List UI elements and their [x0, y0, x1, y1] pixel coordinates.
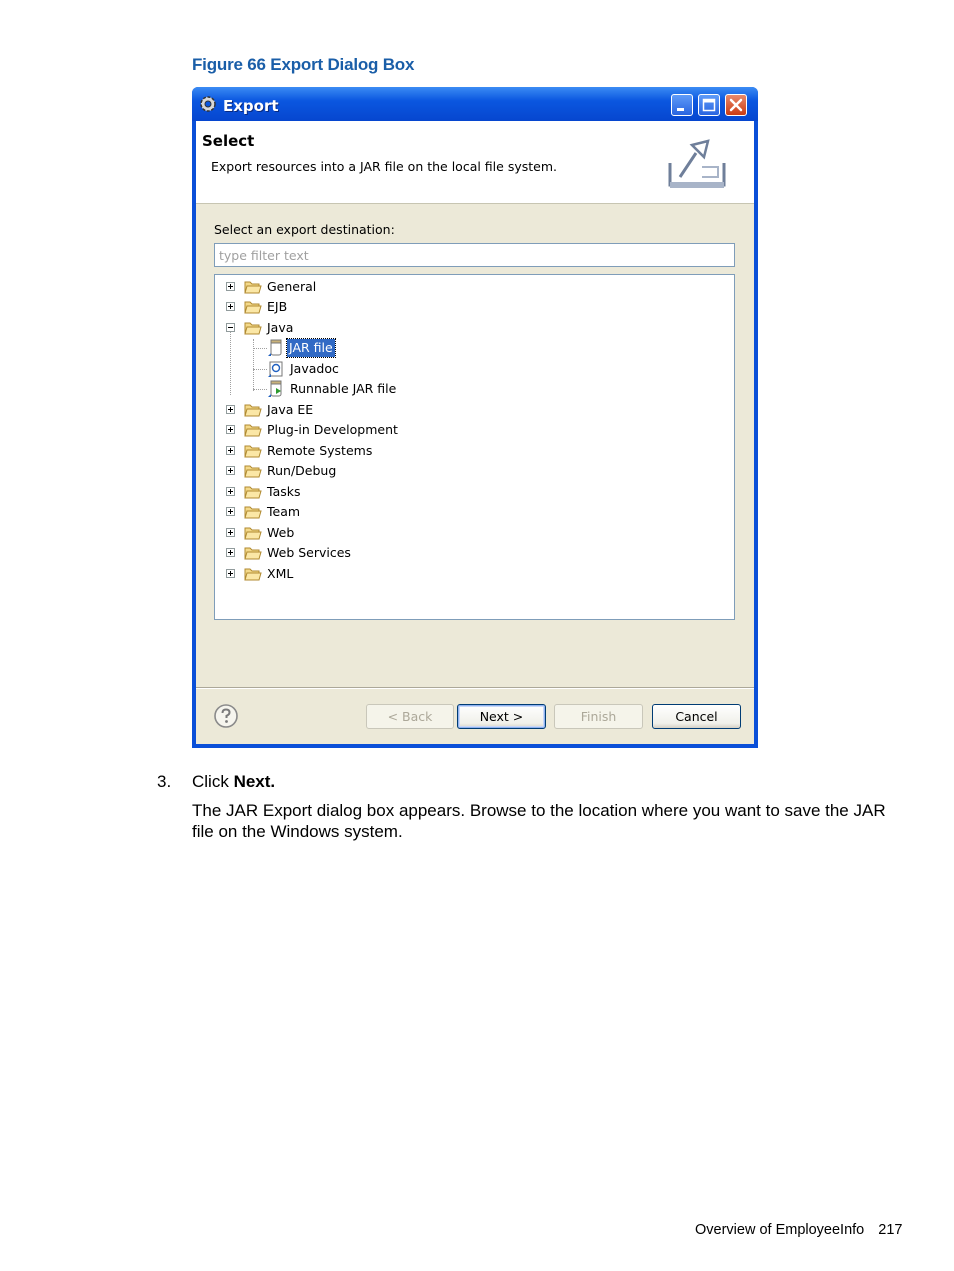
- minimize-icon: [672, 95, 692, 115]
- tree-item-general[interactable]: [215, 277, 715, 297]
- finish-button[interactable]: Finish: [554, 704, 643, 729]
- page-footer: [695, 1222, 902, 1238]
- tree-item-label: Java EE: [267, 402, 314, 417]
- tree-item-label: Runnable JAR file: [290, 381, 397, 396]
- javadoc-icon: [267, 360, 285, 378]
- tree-connector: [253, 369, 267, 370]
- collapse-minus-icon[interactable]: [226, 323, 235, 332]
- tree-item-web[interactable]: [215, 523, 715, 543]
- expand-plus-icon[interactable]: [226, 405, 235, 414]
- folder-icon: [244, 423, 262, 437]
- tree-item-label: XML: [267, 566, 294, 581]
- expand-plus-icon[interactable]: [226, 425, 235, 434]
- filter-input[interactable]: [214, 243, 735, 267]
- figure-caption: Figure 66 Export Dialog Box: [192, 55, 415, 74]
- folder-icon: [244, 403, 262, 417]
- export-wizard-icon: [666, 137, 730, 193]
- expand-plus-icon[interactable]: [226, 282, 235, 291]
- tree-item-label: Javadoc: [290, 361, 339, 376]
- tree-item-tasks[interactable]: [215, 482, 715, 502]
- step-prefix: Click: [192, 772, 234, 791]
- tree-item-label: JAR file: [289, 340, 333, 355]
- close-icon: [726, 95, 746, 115]
- folder-icon: [244, 280, 262, 294]
- close-button[interactable]: [725, 94, 747, 116]
- folder-icon: [244, 300, 262, 314]
- expand-plus-icon[interactable]: [226, 548, 235, 557]
- folder-icon: [244, 546, 262, 560]
- tree-item-run-debug[interactable]: [215, 461, 715, 481]
- expand-plus-icon[interactable]: [226, 466, 235, 475]
- window-title: Export: [223, 97, 279, 115]
- minimize-button[interactable]: [671, 94, 693, 116]
- step-paragraph: The JAR Export dialog box appears. Browse to the location where you want to save the JAR file on the Windows system.: [192, 801, 886, 841]
- folder-open-icon: [244, 321, 262, 335]
- export-destination-tree[interactable]: [214, 274, 735, 620]
- tree-item-ejb[interactable]: [215, 297, 715, 317]
- tree-item-java[interactable]: [215, 318, 715, 338]
- title-bar[interactable]: [192, 87, 758, 121]
- expand-plus-icon[interactable]: [226, 507, 235, 516]
- folder-icon: [244, 464, 262, 478]
- tree-item-label: Tasks: [267, 484, 301, 499]
- folder-icon: [244, 505, 262, 519]
- tree-item-javadoc[interactable]: [215, 359, 715, 379]
- tree-item-xml[interactable]: [215, 564, 715, 584]
- back-button[interactable]: < Back: [366, 704, 454, 729]
- button-separator: [196, 687, 754, 689]
- tree-item-label: Remote Systems: [267, 443, 373, 458]
- tree-item-jar-file[interactable]: [215, 338, 715, 358]
- runnable-jar-icon: [267, 380, 285, 398]
- footer-section: Overview of EmployeeInfo: [695, 1222, 865, 1238]
- wizard-header: [196, 121, 754, 204]
- tree-item-label: Run/Debug: [267, 463, 337, 478]
- next-button[interactable]: Next >: [457, 704, 546, 729]
- export-dialog: [192, 87, 758, 748]
- expand-plus-icon[interactable]: [226, 569, 235, 578]
- tree-item-label: Team: [267, 504, 301, 519]
- help-icon[interactable]: [213, 703, 239, 729]
- folder-icon: [244, 485, 262, 499]
- maximize-button[interactable]: [698, 94, 720, 116]
- expand-plus-icon[interactable]: [226, 302, 235, 311]
- maximize-icon: [699, 95, 719, 115]
- tree-item-label: Web Services: [267, 545, 351, 560]
- wizard-page-title: Select: [202, 132, 255, 150]
- folder-icon: [244, 567, 262, 581]
- step-instruction: [192, 772, 275, 792]
- folder-icon: [244, 526, 262, 540]
- gear-icon: [199, 95, 217, 113]
- tree-item-remote-systems[interactable]: [215, 441, 715, 461]
- tree-item-team[interactable]: [215, 502, 715, 522]
- tree-item-label: General: [267, 279, 317, 294]
- expand-plus-icon[interactable]: [226, 528, 235, 537]
- step-bold-action: Next.: [233, 772, 276, 791]
- cancel-button[interactable]: Cancel: [652, 704, 741, 729]
- tree-connector: [253, 389, 267, 390]
- folder-icon: [244, 444, 262, 458]
- dialog-client-area: [196, 121, 754, 744]
- jar-icon: [267, 339, 285, 357]
- tree-item-runnable-jar-file[interactable]: [215, 379, 715, 399]
- tree-item-plug-in-development[interactable]: [215, 420, 715, 440]
- expand-plus-icon[interactable]: [226, 446, 235, 455]
- tree-connector: [253, 348, 267, 349]
- destination-label: Select an export destination:: [214, 222, 395, 237]
- tree-item-label: Web: [267, 525, 295, 540]
- step-number: 3.: [157, 772, 172, 791]
- footer-page-number: 217: [878, 1222, 903, 1238]
- wizard-page-description: Export resources into a JAR file on the local file system.: [211, 159, 557, 174]
- tree-item-label: EJB: [267, 299, 288, 314]
- tree-item-label: Java: [267, 320, 294, 335]
- tree-item-label: Plug-in Development: [267, 422, 398, 437]
- tree-item-java-ee[interactable]: [215, 400, 715, 420]
- tree-item-web-services[interactable]: [215, 543, 715, 563]
- expand-plus-icon[interactable]: [226, 487, 235, 496]
